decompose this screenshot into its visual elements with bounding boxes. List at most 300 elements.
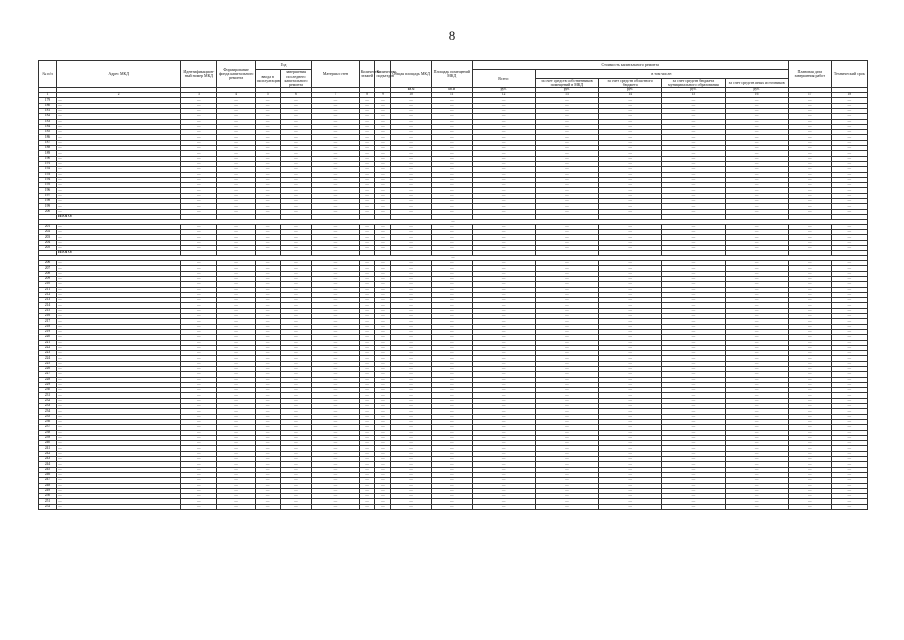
row-material: —: [312, 441, 359, 446]
row-fund: —: [217, 345, 255, 350]
row-cost-owners: —: [535, 472, 598, 477]
row-cost-other: —: [725, 240, 788, 245]
row-total-area: —: [391, 356, 432, 361]
row-total-area: —: [391, 494, 432, 499]
row-living-area: —: [431, 414, 472, 419]
row-year-last: —: [280, 303, 312, 308]
row-fund: —: [217, 156, 255, 161]
row-floors: —: [359, 308, 375, 313]
row-material: —: [312, 161, 359, 166]
row-plan-year: —: [788, 146, 831, 151]
row-total-area: —: [391, 140, 432, 145]
row-material: —: [312, 329, 359, 334]
row-living-area: —: [431, 224, 472, 229]
row-total-area: —: [391, 324, 432, 329]
row-cost-region: —: [599, 404, 662, 409]
row-cost-total: —: [472, 393, 535, 398]
row-year-build: —: [255, 161, 280, 166]
row-floors: —: [359, 177, 375, 182]
row-year-last: —: [280, 287, 312, 292]
row-living-area: —: [431, 156, 472, 161]
row-year-last: —: [280, 109, 312, 114]
row-ident: —: [181, 114, 217, 119]
header-floors: Количество этажей: [359, 61, 375, 88]
row-cost-total: —: [472, 329, 535, 334]
row-living-area: —: [431, 319, 472, 324]
row-cost-local: —: [662, 340, 725, 345]
row-cost-region: —: [599, 276, 662, 281]
row-total-area: —: [391, 340, 432, 345]
row-cost-local: —: [662, 103, 725, 108]
row-material: —: [312, 335, 359, 340]
row-ident: —: [181, 404, 217, 409]
row-ident: —: [181, 457, 217, 462]
row-cost-total: —: [472, 261, 535, 266]
row-tech-state: —: [831, 457, 867, 462]
row-cost-total: —: [472, 114, 535, 119]
header-ident: Идентификацион-ный номер МКД: [181, 61, 217, 88]
row-entrances: —: [375, 224, 391, 229]
header-fund: Формирование фонда капитального ремонта: [217, 61, 255, 88]
row-cost-owners: —: [535, 478, 598, 483]
row-ident: —: [181, 287, 217, 292]
row-ident: —: [181, 303, 217, 308]
row-address: —: [57, 472, 181, 477]
row-number: 198: [39, 199, 57, 204]
row-ident: —: [181, 324, 217, 329]
row-cost-owners: —: [535, 441, 598, 446]
row-year-last: —: [280, 340, 312, 345]
row-address: —: [57, 161, 181, 166]
row-floors: —: [359, 335, 375, 340]
total-label: ИТОГО:: [57, 251, 181, 256]
row-fund: —: [217, 314, 255, 319]
row-ident: —: [181, 177, 217, 182]
row-floors: —: [359, 467, 375, 472]
header-total-area: Общая площадь МКД: [391, 61, 432, 88]
row-tech-state: —: [831, 103, 867, 108]
row-entrances: —: [375, 435, 391, 440]
row-floors: —: [359, 146, 375, 151]
row-cost-region: —: [599, 245, 662, 250]
row-fund: —: [217, 451, 255, 456]
row-fund: —: [217, 199, 255, 204]
row-cost-owners: —: [535, 351, 598, 356]
row-year-last: —: [280, 372, 312, 377]
row-plan-year: —: [788, 388, 831, 393]
row-cost-region: —: [599, 172, 662, 177]
row-entrances: —: [375, 478, 391, 483]
row-floors: —: [359, 167, 375, 172]
row-entrances: —: [375, 483, 391, 488]
row-cost-total: —: [472, 366, 535, 371]
row-cost-other: —: [725, 172, 788, 177]
row-living-area: —: [431, 377, 472, 382]
row-plan-year: —: [788, 478, 831, 483]
row-cost-other: —: [725, 183, 788, 188]
row-cost-owners: —: [535, 393, 598, 398]
row-living-area: —: [431, 361, 472, 366]
row-address: —: [57, 235, 181, 240]
row-total-area: —: [391, 230, 432, 235]
row-living-area: —: [431, 472, 472, 477]
row-material: —: [312, 282, 359, 287]
row-cost-total: —: [472, 314, 535, 319]
row-cost-local: —: [662, 372, 725, 377]
row-cost-total: —: [472, 209, 535, 214]
row-floors: —: [359, 261, 375, 266]
row-year-build: —: [255, 335, 280, 340]
row-address: —: [57, 109, 181, 114]
row-living-area: —: [431, 282, 472, 287]
unit-rub: руб.: [725, 88, 788, 93]
row-cost-owners: —: [535, 114, 598, 119]
row-ident: —: [181, 130, 217, 135]
row-address: —: [57, 404, 181, 409]
row-material: —: [312, 151, 359, 156]
row-living-area: —: [431, 483, 472, 488]
row-total-area: —: [391, 271, 432, 276]
row-number: 219: [39, 329, 57, 334]
row-year-build: —: [255, 135, 280, 140]
header-year-last: завершения последнего капитального ремонта: [280, 70, 312, 88]
row-year-last: —: [280, 314, 312, 319]
row-plan-year: —: [788, 224, 831, 229]
row-cost-owners: —: [535, 276, 598, 281]
column-number: 6: [280, 93, 312, 98]
row-plan-year: —: [788, 435, 831, 440]
row-number: 249: [39, 488, 57, 493]
row-cost-total: —: [472, 292, 535, 297]
row-material: —: [312, 494, 359, 499]
row-address: —: [57, 430, 181, 435]
row-plan-year: —: [788, 103, 831, 108]
row-material: —: [312, 435, 359, 440]
row-plan-year: —: [788, 425, 831, 430]
row-ident: —: [181, 156, 217, 161]
row-fund: —: [217, 124, 255, 129]
row-living-area: —: [431, 457, 472, 462]
row-plan-year: —: [788, 183, 831, 188]
row-floors: —: [359, 230, 375, 235]
row-ident: —: [181, 204, 217, 209]
row-cost-local: —: [662, 282, 725, 287]
row-living-area: —: [431, 271, 472, 276]
row-floors: —: [359, 114, 375, 119]
row-ident: —: [181, 409, 217, 414]
row-fund: —: [217, 292, 255, 297]
row-total-area: —: [391, 103, 432, 108]
row-living-area: —: [431, 435, 472, 440]
row-year-last: —: [280, 467, 312, 472]
row-living-area: —: [431, 314, 472, 319]
row-fund: —: [217, 483, 255, 488]
row-year-last: —: [280, 161, 312, 166]
row-ident: —: [181, 135, 217, 140]
row-fund: —: [217, 504, 255, 509]
row-floors: —: [359, 451, 375, 456]
row-entrances: —: [375, 340, 391, 345]
row-entrances: —: [375, 303, 391, 308]
row-cost-local: —: [662, 167, 725, 172]
row-tech-state: —: [831, 314, 867, 319]
row-cost-other: —: [725, 409, 788, 414]
row-total-area: —: [391, 124, 432, 129]
row-material: —: [312, 261, 359, 266]
row-year-last: —: [280, 308, 312, 313]
row-cost-owners: —: [535, 245, 598, 250]
row-living-area: —: [431, 404, 472, 409]
row-year-build: —: [255, 124, 280, 129]
row-address: —: [57, 287, 181, 292]
row-number: 221: [39, 340, 57, 345]
row-total-area: —: [391, 245, 432, 250]
row-entrances: —: [375, 472, 391, 477]
row-cost-other: —: [725, 261, 788, 266]
row-tech-state: —: [831, 499, 867, 504]
row-cost-other: —: [725, 377, 788, 382]
header-living-area: Площадь помещений МКД: [431, 61, 472, 88]
row-cost-region: —: [599, 366, 662, 371]
row-fund: —: [217, 245, 255, 250]
row-living-area: —: [431, 441, 472, 446]
row-year-build: —: [255, 425, 280, 430]
row-cost-other: —: [725, 276, 788, 281]
row-entrances: —: [375, 419, 391, 424]
column-number: 12: [472, 93, 535, 98]
row-cost-region: —: [599, 472, 662, 477]
row-cost-region: —: [599, 114, 662, 119]
row-fund: —: [217, 130, 255, 135]
row-tech-state: —: [831, 404, 867, 409]
row-entrances: —: [375, 335, 391, 340]
row-address: —: [57, 156, 181, 161]
row-year-last: —: [280, 435, 312, 440]
row-number: 245: [39, 467, 57, 472]
unit-rub: руб.: [662, 88, 725, 93]
row-ident: —: [181, 188, 217, 193]
row-total-area: —: [391, 188, 432, 193]
row-floors: —: [359, 119, 375, 124]
row-floors: —: [359, 382, 375, 387]
row-cost-region: —: [599, 393, 662, 398]
row-fund: —: [217, 478, 255, 483]
row-fund: —: [217, 393, 255, 398]
row-entrances: —: [375, 146, 391, 151]
row-tech-state: —: [831, 183, 867, 188]
row-plan-year: —: [788, 356, 831, 361]
row-year-last: —: [280, 488, 312, 493]
row-entrances: —: [375, 161, 391, 166]
row-cost-other: —: [725, 425, 788, 430]
row-address: —: [57, 172, 181, 177]
row-plan-year: —: [788, 172, 831, 177]
row-address: —: [57, 419, 181, 424]
row-total-area: —: [391, 167, 432, 172]
row-entrances: —: [375, 494, 391, 499]
row-floors: —: [359, 345, 375, 350]
row-fund: —: [217, 308, 255, 313]
row-cost-local: —: [662, 151, 725, 156]
row-cost-other: —: [725, 451, 788, 456]
row-address: —: [57, 103, 181, 108]
row-cost-owners: —: [535, 183, 598, 188]
row-total-area: —: [391, 119, 432, 124]
row-address: —: [57, 504, 181, 509]
row-cost-other: —: [725, 393, 788, 398]
row-living-area: —: [431, 177, 472, 182]
row-address: —: [57, 462, 181, 467]
row-living-area: —: [431, 209, 472, 214]
row-cost-owners: —: [535, 177, 598, 182]
row-number: 225: [39, 361, 57, 366]
row-living-area: —: [431, 151, 472, 156]
row-address: —: [57, 188, 181, 193]
row-floors: —: [359, 209, 375, 214]
row-address: —: [57, 467, 181, 472]
row-cost-region: —: [599, 488, 662, 493]
row-ident: —: [181, 499, 217, 504]
row-living-area: —: [431, 393, 472, 398]
row-total-area: —: [391, 441, 432, 446]
row-cost-owners: —: [535, 488, 598, 493]
row-entrances: —: [375, 488, 391, 493]
row-total-area: —: [391, 335, 432, 340]
row-year-last: —: [280, 345, 312, 350]
row-year-last: —: [280, 388, 312, 393]
row-cost-region: —: [599, 377, 662, 382]
row-living-area: —: [431, 261, 472, 266]
row-total-area: —: [391, 409, 432, 414]
row-entrances: —: [375, 240, 391, 245]
row-cost-local: —: [662, 441, 725, 446]
row-fund: —: [217, 135, 255, 140]
row-address: —: [57, 351, 181, 356]
row-tech-state: —: [831, 372, 867, 377]
row-year-last: —: [280, 146, 312, 151]
row-ident: —: [181, 314, 217, 319]
row-floors: —: [359, 135, 375, 140]
row-ident: —: [181, 298, 217, 303]
row-cost-local: —: [662, 230, 725, 235]
row-number: 229: [39, 382, 57, 387]
row-material: —: [312, 292, 359, 297]
row-year-build: —: [255, 282, 280, 287]
row-plan-year: —: [788, 314, 831, 319]
row-floors: —: [359, 435, 375, 440]
row-material: —: [312, 419, 359, 424]
row-cost-other: —: [725, 398, 788, 403]
row-year-build: —: [255, 276, 280, 281]
row-number: 180: [39, 103, 57, 108]
row-year-build: —: [255, 261, 280, 266]
row-cost-region: —: [599, 467, 662, 472]
row-cost-other: —: [725, 109, 788, 114]
row-cost-total: —: [472, 494, 535, 499]
row-cost-region: —: [599, 425, 662, 430]
row-fund: —: [217, 103, 255, 108]
row-ident: —: [181, 446, 217, 451]
column-number: 3: [181, 93, 217, 98]
row-ident: —: [181, 161, 217, 166]
row-material: —: [312, 377, 359, 382]
row-total-area: —: [391, 276, 432, 281]
row-ident: —: [181, 419, 217, 424]
row-cost-owners: —: [535, 345, 598, 350]
row-plan-year: —: [788, 124, 831, 129]
row-floors: —: [359, 351, 375, 356]
row-fund: —: [217, 319, 255, 324]
row-plan-year: —: [788, 329, 831, 334]
row-cost-total: —: [472, 419, 535, 424]
row-material: —: [312, 172, 359, 177]
row-address: —: [57, 314, 181, 319]
row-cost-local: —: [662, 409, 725, 414]
row-entrances: —: [375, 324, 391, 329]
row-tech-state: —: [831, 135, 867, 140]
row-tech-state: —: [831, 193, 867, 198]
row-plan-year: —: [788, 409, 831, 414]
row-cost-local: —: [662, 98, 725, 103]
header-cost-owners: за счет средств собственников помещений в МКД: [535, 79, 598, 88]
row-material: —: [312, 204, 359, 209]
header-address: Адрес МКД: [57, 61, 181, 88]
row-fund: —: [217, 266, 255, 271]
row-number: 241: [39, 446, 57, 451]
row-living-area: —: [431, 425, 472, 430]
row-ident: —: [181, 183, 217, 188]
row-entrances: —: [375, 298, 391, 303]
row-cost-local: —: [662, 177, 725, 182]
column-number: 8: [359, 93, 375, 98]
row-material: —: [312, 409, 359, 414]
row-cost-local: —: [662, 335, 725, 340]
row-living-area: —: [431, 103, 472, 108]
row-cost-local: —: [662, 467, 725, 472]
row-tech-state: —: [831, 130, 867, 135]
row-ident: —: [181, 209, 217, 214]
row-plan-year: —: [788, 467, 831, 472]
row-material: —: [312, 199, 359, 204]
row-fund: —: [217, 366, 255, 371]
row-total-area: —: [391, 156, 432, 161]
row-number: 200: [39, 209, 57, 214]
row-address: —: [57, 167, 181, 172]
row-cost-total: —: [472, 135, 535, 140]
row-cost-total: —: [472, 151, 535, 156]
row-total-area: —: [391, 467, 432, 472]
row-year-build: —: [255, 167, 280, 172]
row-cost-total: —: [472, 103, 535, 108]
row-year-build: —: [255, 114, 280, 119]
row-ident: —: [181, 109, 217, 114]
row-material: —: [312, 457, 359, 462]
row-year-last: —: [280, 276, 312, 281]
row-cost-local: —: [662, 314, 725, 319]
row-year-build: —: [255, 499, 280, 504]
row-floors: —: [359, 287, 375, 292]
row-living-area: —: [431, 345, 472, 350]
row-fund: —: [217, 188, 255, 193]
row-cost-total: —: [472, 172, 535, 177]
row-cost-total: —: [472, 478, 535, 483]
row-cost-region: —: [599, 345, 662, 350]
row-year-last: —: [280, 119, 312, 124]
row-cost-region: —: [599, 478, 662, 483]
row-floors: —: [359, 388, 375, 393]
row-cost-owners: —: [535, 240, 598, 245]
row-number: 238: [39, 430, 57, 435]
